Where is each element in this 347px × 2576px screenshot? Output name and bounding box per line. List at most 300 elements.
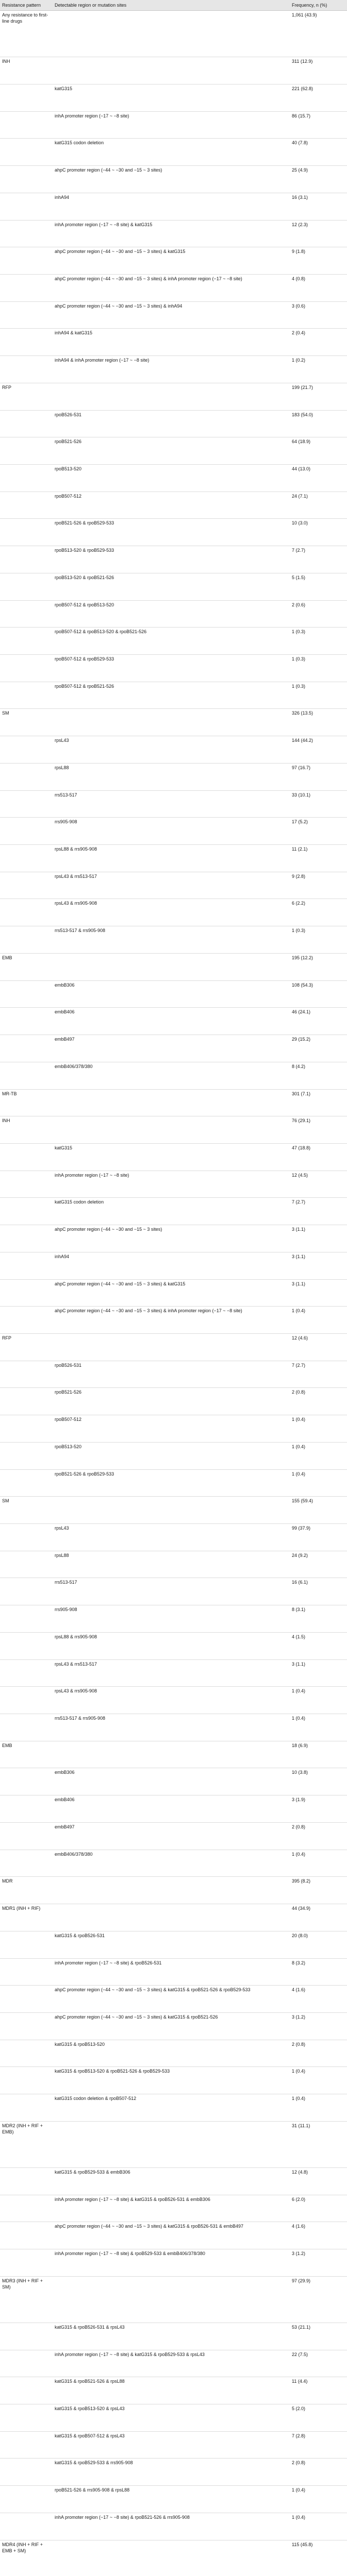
region-cell: katG315 & rpoB526-531 & rpsL43 xyxy=(53,2323,290,2350)
table-row xyxy=(0,2222,347,2249)
region-cell: katG315 & rpoB513-520 & rpoB521-526 & rpoB529-533 xyxy=(53,2067,290,2094)
table-row xyxy=(0,84,347,111)
table-row xyxy=(0,818,347,845)
table-row xyxy=(0,193,347,220)
frequency-cell: 3 (1.1) xyxy=(290,1659,347,1687)
frequency-cell: 3 (0.6) xyxy=(290,301,347,329)
resistance-pattern-cell xyxy=(0,1388,53,1415)
resistance-pattern-cell xyxy=(0,2222,53,2249)
table-row xyxy=(0,2431,347,2459)
resistance-pattern-cell xyxy=(0,1632,53,1659)
frequency-cell: 12 (4.8) xyxy=(290,2167,347,2195)
resistance-pattern-cell xyxy=(0,166,53,193)
table-row xyxy=(0,2513,347,2540)
resistance-pattern-cell xyxy=(0,2012,53,2040)
frequency-cell: 4 (1.6) xyxy=(290,1986,347,2013)
region-cell: embB306 xyxy=(53,1768,290,1795)
frequency-cell: 8 (4.2) xyxy=(290,1062,347,1089)
table-row xyxy=(0,953,347,980)
table-row xyxy=(0,437,347,465)
frequency-cell: 2 (0.8) xyxy=(290,1822,347,1850)
frequency-cell: 1 (0.2) xyxy=(290,356,347,383)
resistance-pattern-cell xyxy=(0,2350,53,2377)
region-cell: rpsL88 xyxy=(53,763,290,790)
frequency-cell: 4 (0.8) xyxy=(290,274,347,301)
resistance-pattern-cell: MDR xyxy=(0,1877,53,1904)
resistance-pattern-cell: Any resistance to first-line drugs xyxy=(0,11,53,57)
resistance-pattern-cell xyxy=(0,600,53,628)
table-row xyxy=(0,2486,347,2513)
resistance-pattern-cell xyxy=(0,2459,53,2486)
table-row xyxy=(0,1225,347,1252)
resistance-pattern-cell: SM xyxy=(0,709,53,736)
region-cell xyxy=(53,1333,290,1361)
table-row xyxy=(0,1632,347,1659)
resistance-pattern-cell xyxy=(0,1687,53,1714)
frequency-cell: 24 (7.1) xyxy=(290,492,347,519)
region-cell: ahpC promoter region (−44 ~ −30 and −15 ~ 3 sites) & inhA promoter region (−17 ~ −8 site) xyxy=(53,274,290,301)
region-cell: embB406/378/380 xyxy=(53,1850,290,1877)
resistance-pattern-cell: SM xyxy=(0,1497,53,1524)
table-row xyxy=(0,2249,347,2277)
resistance-pattern-cell xyxy=(0,1171,53,1198)
resistance-pattern-cell xyxy=(0,1931,53,1958)
region-cell: katG315 & rpoB526-531 xyxy=(53,1931,290,1958)
table-row xyxy=(0,383,347,410)
frequency-cell: 3 (1.1) xyxy=(290,1225,347,1252)
table-row xyxy=(0,1795,347,1823)
frequency-cell: 31 (11.1) xyxy=(290,2121,347,2167)
frequency-cell: 183 (54.0) xyxy=(290,410,347,437)
table-row xyxy=(0,2167,347,2195)
resistance-pattern-cell xyxy=(0,1524,53,1551)
region-cell: katG315 & rpoB529-533 & embB306 xyxy=(53,2167,290,2195)
resistance-pattern-cell xyxy=(0,2067,53,2094)
resistance-pattern-cell xyxy=(0,899,53,926)
resistance-pattern-cell xyxy=(0,1551,53,1578)
frequency-cell: 7 (2.7) xyxy=(290,1198,347,1225)
frequency-cell: 1 (0.4) xyxy=(290,1714,347,1741)
region-cell: rpoB513-520 xyxy=(53,1442,290,1469)
frequency-cell: 395 (8.2) xyxy=(290,1877,347,1904)
table-row xyxy=(0,2540,347,2576)
table-row xyxy=(0,1578,347,1605)
resistance-pattern-cell xyxy=(0,2431,53,2459)
resistance-pattern-cell xyxy=(0,628,53,655)
frequency-cell: 24 (9.2) xyxy=(290,1551,347,1578)
table-row xyxy=(0,2404,347,2431)
table-row xyxy=(0,1171,347,1198)
region-cell: ahpC promoter region (−44 ~ −30 and −15 ~ 3 sites) xyxy=(53,1225,290,1252)
table-row xyxy=(0,655,347,682)
table-row xyxy=(0,356,347,383)
region-cell: inhA promoter region (−17 ~ −8 site) xyxy=(53,111,290,139)
table-row xyxy=(0,111,347,139)
table-row xyxy=(0,1388,347,1415)
frequency-cell: 7 (2.8) xyxy=(290,2431,347,2459)
table-row xyxy=(0,1904,347,1931)
region-cell: inhA94 xyxy=(53,193,290,220)
header-frequency: Frequency, n (%) xyxy=(290,0,347,11)
region-cell: inhA94 & inhA promoter region (−17 ~ −8 site) xyxy=(53,356,290,383)
region-cell: inhA promoter region (−17 ~ −8 site) & katG315 & rpoB526-531 & embB306 xyxy=(53,2195,290,2222)
resistance-pattern-cell xyxy=(0,926,53,954)
frequency-cell: 33 (10.1) xyxy=(290,790,347,818)
table-row xyxy=(0,1469,347,1497)
table-row xyxy=(0,1714,347,1741)
frequency-cell: 1 (0.3) xyxy=(290,682,347,709)
resistance-pattern-cell xyxy=(0,247,53,275)
frequency-cell: 1 (0.4) xyxy=(290,1442,347,1469)
frequency-cell: 3 (1.1) xyxy=(290,1279,347,1307)
table-row xyxy=(0,519,347,546)
region-cell: inhA promoter region (−17 ~ −8 site) & katG315 & rpoB529-533 & rpsL43 xyxy=(53,2350,290,2377)
resistance-pattern-cell: INH xyxy=(0,57,53,84)
resistance-pattern-cell xyxy=(0,464,53,492)
table-row xyxy=(0,628,347,655)
region-cell: rpoB526-531 xyxy=(53,410,290,437)
region-cell: rpsL88 & rrs905-908 xyxy=(53,845,290,872)
frequency-cell: 5 (1.5) xyxy=(290,573,347,600)
table-row xyxy=(0,2276,347,2323)
region-cell: katG315 & rpoB529-533 & rrs905-908 xyxy=(53,2459,290,2486)
region-cell: ahpC promoter region (−44 ~ −30 and −15 ~ 3 sites) & katG315 & rpoB521-526 xyxy=(53,2012,290,2040)
resistance-pattern-cell xyxy=(0,1659,53,1687)
frequency-cell: 199 (21.7) xyxy=(290,383,347,410)
region-cell: katG315 & rpoB507-512 & rpsL43 xyxy=(53,2431,290,2459)
table-row xyxy=(0,2012,347,2040)
resistance-pattern-cell xyxy=(0,1605,53,1633)
resistance-pattern-cell xyxy=(0,546,53,573)
region-cell: rpoB507-512 & rpoB521-526 xyxy=(53,682,290,709)
region-cell: rpoB507-512 xyxy=(53,1415,290,1443)
region-cell: katG315 xyxy=(53,1143,290,1171)
resistance-pattern-cell xyxy=(0,2377,53,2404)
region-cell xyxy=(53,1116,290,1144)
resistance-pattern-cell xyxy=(0,2195,53,2222)
region-cell: inhA promoter region (−17 ~ −8 site) & rpoB521-526 & rrs905-908 xyxy=(53,2513,290,2540)
frequency-cell: 9 (1.8) xyxy=(290,247,347,275)
region-cell xyxy=(53,57,290,84)
region-cell: katG315 & rpoB513-520 & rpsL43 xyxy=(53,2404,290,2431)
table-row xyxy=(0,2040,347,2067)
table-row xyxy=(0,1252,347,1279)
table-row xyxy=(0,1931,347,1958)
resistance-pattern-cell xyxy=(0,1415,53,1443)
frequency-cell: 1 (0.4) xyxy=(290,2513,347,2540)
frequency-cell: 47 (18.8) xyxy=(290,1143,347,1171)
region-cell: rpsL88 xyxy=(53,1551,290,1578)
resistance-pattern-cell: RFP xyxy=(0,383,53,410)
region-cell: rpoB521-526 xyxy=(53,437,290,465)
table-row xyxy=(0,166,347,193)
frequency-cell: 221 (62.8) xyxy=(290,84,347,111)
frequency-cell: 9 (2.8) xyxy=(290,872,347,899)
frequency-cell: 2 (0.8) xyxy=(290,1388,347,1415)
resistance-pattern-cell xyxy=(0,736,53,764)
frequency-cell: 46 (24.1) xyxy=(290,1008,347,1035)
region-cell: rpoB521-526 & rpoB529-533 xyxy=(53,1469,290,1497)
frequency-cell: 12 (4.5) xyxy=(290,1171,347,1198)
resistance-pattern-cell xyxy=(0,872,53,899)
resistance-pattern-cell xyxy=(0,329,53,356)
region-cell: rpoB521-526 & rrs905-908 & rpsL88 xyxy=(53,2486,290,2513)
resistance-pattern-cell xyxy=(0,1361,53,1388)
table-row xyxy=(0,2121,347,2167)
frequency-cell: 4 (1.5) xyxy=(290,1632,347,1659)
table-row xyxy=(0,247,347,275)
resistance-pattern-cell xyxy=(0,1578,53,1605)
resistance-pattern-cell xyxy=(0,818,53,845)
table-row xyxy=(0,2094,347,2122)
resistance-pattern-cell xyxy=(0,2513,53,2540)
region-cell: rpoB507-512 xyxy=(53,492,290,519)
resistance-pattern-cell xyxy=(0,1986,53,2013)
frequency-cell: 40 (7.8) xyxy=(290,139,347,166)
resistance-pattern-cell xyxy=(0,1469,53,1497)
resistance-pattern-cell xyxy=(0,573,53,600)
table-row xyxy=(0,763,347,790)
resistance-pattern-cell xyxy=(0,2249,53,2277)
frequency-cell: 7 (2.7) xyxy=(290,1361,347,1388)
region-cell: rpoB521-526 xyxy=(53,1388,290,1415)
resistance-pattern-cell: INH xyxy=(0,1116,53,1144)
table-row xyxy=(0,464,347,492)
frequency-cell: 8 (3.2) xyxy=(290,1958,347,1986)
resistance-pattern-cell xyxy=(0,1143,53,1171)
region-cell: katG315 codon deletion xyxy=(53,139,290,166)
resistance-pattern-cell xyxy=(0,356,53,383)
frequency-cell: 3 (1.2) xyxy=(290,2012,347,2040)
table-row xyxy=(0,1659,347,1687)
resistance-pattern-cell xyxy=(0,763,53,790)
frequency-cell: 64 (18.9) xyxy=(290,437,347,465)
frequency-cell: 18 (6.9) xyxy=(290,1741,347,1768)
resistance-pattern-cell: EMB xyxy=(0,953,53,980)
table-body xyxy=(0,11,347,2576)
resistance-pattern-cell xyxy=(0,682,53,709)
table-row xyxy=(0,2067,347,2094)
resistance-pattern-cell xyxy=(0,1062,53,1089)
resistance-pattern-cell xyxy=(0,193,53,220)
resistance-pattern-cell xyxy=(0,1307,53,1334)
table-row xyxy=(0,1605,347,1633)
region-cell: inhA94 & katG315 xyxy=(53,329,290,356)
table-row xyxy=(0,1143,347,1171)
region-cell: embB306 xyxy=(53,980,290,1008)
frequency-cell: 301 (7.1) xyxy=(290,1089,347,1116)
frequency-cell: 22 (7.5) xyxy=(290,2350,347,2377)
table-row xyxy=(0,1877,347,1904)
region-cell xyxy=(53,709,290,736)
frequency-cell: 144 (44.2) xyxy=(290,736,347,764)
frequency-cell: 1,061 (43.9) xyxy=(290,11,347,57)
region-cell: rpsL88 & rrs905-908 xyxy=(53,1632,290,1659)
table-row xyxy=(0,301,347,329)
region-cell: embB406 xyxy=(53,1008,290,1035)
region-cell: rpoB513-520 & rpoB521-526 xyxy=(53,573,290,600)
frequency-cell: 11 (4.4) xyxy=(290,2377,347,2404)
frequency-cell: 3 (1.2) xyxy=(290,2249,347,2277)
table-row xyxy=(0,220,347,247)
table-row xyxy=(0,1008,347,1035)
region-cell: rpoB507-512 & rpoB513-520 & rpoB521-526 xyxy=(53,628,290,655)
region-cell: inhA promoter region (−17 ~ −8 site) & rpoB526-531 xyxy=(53,1958,290,1986)
table-row xyxy=(0,2377,347,2404)
table-row xyxy=(0,1361,347,1388)
table-row xyxy=(0,899,347,926)
resistance-pattern-cell xyxy=(0,1225,53,1252)
frequency-cell: 4 (1.6) xyxy=(290,2222,347,2249)
table-row xyxy=(0,492,347,519)
table-row xyxy=(0,1524,347,1551)
table-row xyxy=(0,1958,347,1986)
resistance-pattern-cell: MDR1 (INH + RIF) xyxy=(0,1904,53,1931)
frequency-cell: 1 (0.3) xyxy=(290,926,347,954)
frequency-cell: 108 (54.3) xyxy=(290,980,347,1008)
frequency-cell: 1 (0.4) xyxy=(290,1850,347,1877)
header-region: Detectable region or mutation sites xyxy=(53,0,290,11)
region-cell xyxy=(53,1741,290,1768)
resistance-pattern-cell xyxy=(0,301,53,329)
frequency-cell: 6 (2.2) xyxy=(290,899,347,926)
region-cell: inhA94 xyxy=(53,1252,290,1279)
table-row xyxy=(0,2323,347,2350)
frequency-cell: 115 (45.8) xyxy=(290,2540,347,2576)
table-row xyxy=(0,736,347,764)
resistance-pattern-cell: MR-TB xyxy=(0,1089,53,1116)
region-cell: rrs513-517 xyxy=(53,790,290,818)
region-cell: ahpC promoter region (−44 ~ −30 and −15 ~ 3 sites) & katG315 & rpoB526-531 & embB497 xyxy=(53,2222,290,2249)
table-row xyxy=(0,980,347,1008)
resistance-pattern-cell: EMB xyxy=(0,1741,53,1768)
resistance-pattern-cell xyxy=(0,492,53,519)
resistance-pattern-cell xyxy=(0,1850,53,1877)
region-cell: ahpC promoter region (−44 ~ −30 and −15 ~ 3 sites) & inhA promoter region (−17 ~ −8 site) xyxy=(53,1307,290,1334)
region-cell: rpoB507-512 & rpoB513-520 xyxy=(53,600,290,628)
frequency-cell: 44 (13.0) xyxy=(290,464,347,492)
region-cell xyxy=(53,2540,290,2576)
region-cell: katG315 & rpoB521-526 & rpsL88 xyxy=(53,2377,290,2404)
table-row xyxy=(0,790,347,818)
region-cell xyxy=(53,1089,290,1116)
table-row xyxy=(0,573,347,600)
region-cell: rpoB507-512 & rpoB529-533 xyxy=(53,655,290,682)
frequency-cell: 16 (3.1) xyxy=(290,193,347,220)
region-cell: ahpC promoter region (−44 ~ −30 and −15 ~ 3 sites) & katG315 xyxy=(53,247,290,275)
table-row xyxy=(0,1279,347,1307)
region-cell: rpsL43 & rrs905-908 xyxy=(53,899,290,926)
table-row xyxy=(0,682,347,709)
frequency-cell: 2 (0.8) xyxy=(290,2459,347,2486)
table-row xyxy=(0,1116,347,1144)
frequency-cell: 86 (15.7) xyxy=(290,111,347,139)
region-cell: rrs513-517 & rrs905-908 xyxy=(53,926,290,954)
region-cell: rpoB513-520 & rpoB529-533 xyxy=(53,546,290,573)
region-cell xyxy=(53,383,290,410)
frequency-cell: 1 (0.3) xyxy=(290,655,347,682)
region-cell: ahpC promoter region (−44 ~ −30 and −15 ~ 3 sites) & inhA94 xyxy=(53,301,290,329)
table-row xyxy=(0,139,347,166)
resistance-pattern-cell xyxy=(0,2167,53,2195)
table-row xyxy=(0,329,347,356)
table-row xyxy=(0,2195,347,2222)
region-cell: rrs905-908 xyxy=(53,818,290,845)
frequency-cell: 1 (0.4) xyxy=(290,2486,347,2513)
frequency-cell: 97 (16.7) xyxy=(290,763,347,790)
region-cell: embB406 xyxy=(53,1795,290,1823)
table-row xyxy=(0,57,347,84)
region-cell: embB497 xyxy=(53,1035,290,1062)
resistance-pattern-cell xyxy=(0,1822,53,1850)
region-cell: rpsL43 & rrs513-517 xyxy=(53,1659,290,1687)
table-header xyxy=(0,0,347,11)
table-row xyxy=(0,2459,347,2486)
resistance-pattern-cell xyxy=(0,410,53,437)
table-row xyxy=(0,1415,347,1443)
resistance-pattern-cell: RFP xyxy=(0,1333,53,1361)
frequency-cell: 1 (0.4) xyxy=(290,2094,347,2122)
frequency-cell: 17 (5.2) xyxy=(290,818,347,845)
region-cell xyxy=(53,1497,290,1524)
frequency-cell: 10 (3.0) xyxy=(290,519,347,546)
frequency-cell: 11 (2.1) xyxy=(290,845,347,872)
frequency-cell: 2 (0.8) xyxy=(290,2040,347,2067)
resistance-pattern-cell xyxy=(0,1198,53,1225)
resistance-pattern-cell xyxy=(0,655,53,682)
region-cell: ahpC promoter region (−44 ~ −30 and −15 ~ 3 sites) & katG315 & rpoB521-526 & rpoB529-533 xyxy=(53,1986,290,2013)
resistance-pattern-cell xyxy=(0,220,53,247)
region-cell: ahpC promoter region (−44 ~ −30 and −15 ~ 3 sites) & katG315 xyxy=(53,1279,290,1307)
table-row xyxy=(0,1986,347,2013)
region-cell: rpsL43 xyxy=(53,736,290,764)
resistance-pattern-cell xyxy=(0,1008,53,1035)
frequency-cell: 97 (29.9) xyxy=(290,2276,347,2323)
resistance-pattern-cell xyxy=(0,139,53,166)
table-row xyxy=(0,872,347,899)
table-row xyxy=(0,11,347,57)
frequency-cell: 1 (0.4) xyxy=(290,1469,347,1497)
frequency-cell: 2 (0.4) xyxy=(290,329,347,356)
table-row xyxy=(0,709,347,736)
resistance-pattern-cell: MDR4 (INH + RIF + EMB + SM) xyxy=(0,2540,53,2576)
region-cell: rrs513-517 xyxy=(53,1578,290,1605)
resistance-pattern-cell xyxy=(0,274,53,301)
header-resistance-pattern: Resistance pattern xyxy=(0,0,53,11)
resistance-pattern-cell xyxy=(0,2094,53,2122)
region-cell xyxy=(53,1904,290,1931)
frequency-cell: 195 (12.2) xyxy=(290,953,347,980)
resistance-pattern-cell xyxy=(0,1714,53,1741)
region-cell: katG315 & rpoB513-520 xyxy=(53,2040,290,2067)
frequency-cell: 12 (4.6) xyxy=(290,1333,347,1361)
region-cell: embB497 xyxy=(53,1822,290,1850)
region-cell: rpsL43 xyxy=(53,1524,290,1551)
table-row xyxy=(0,1062,347,1089)
frequency-cell: 3 (1.9) xyxy=(290,1795,347,1823)
resistance-pattern-cell xyxy=(0,845,53,872)
frequency-cell: 6 (2.0) xyxy=(290,2195,347,2222)
resistance-pattern-cell xyxy=(0,1795,53,1823)
resistance-pattern-cell xyxy=(0,111,53,139)
frequency-cell: 16 (6.1) xyxy=(290,1578,347,1605)
frequency-cell: 326 (13.5) xyxy=(290,709,347,736)
frequency-cell: 76 (29.1) xyxy=(290,1116,347,1144)
region-cell: katG315 xyxy=(53,84,290,111)
resistance-pattern-cell xyxy=(0,980,53,1008)
region-cell: inhA promoter region (−17 ~ −8 site) & rpoB529-533 & embB406/378/380 xyxy=(53,2249,290,2277)
resistance-pattern-cell xyxy=(0,2323,53,2350)
